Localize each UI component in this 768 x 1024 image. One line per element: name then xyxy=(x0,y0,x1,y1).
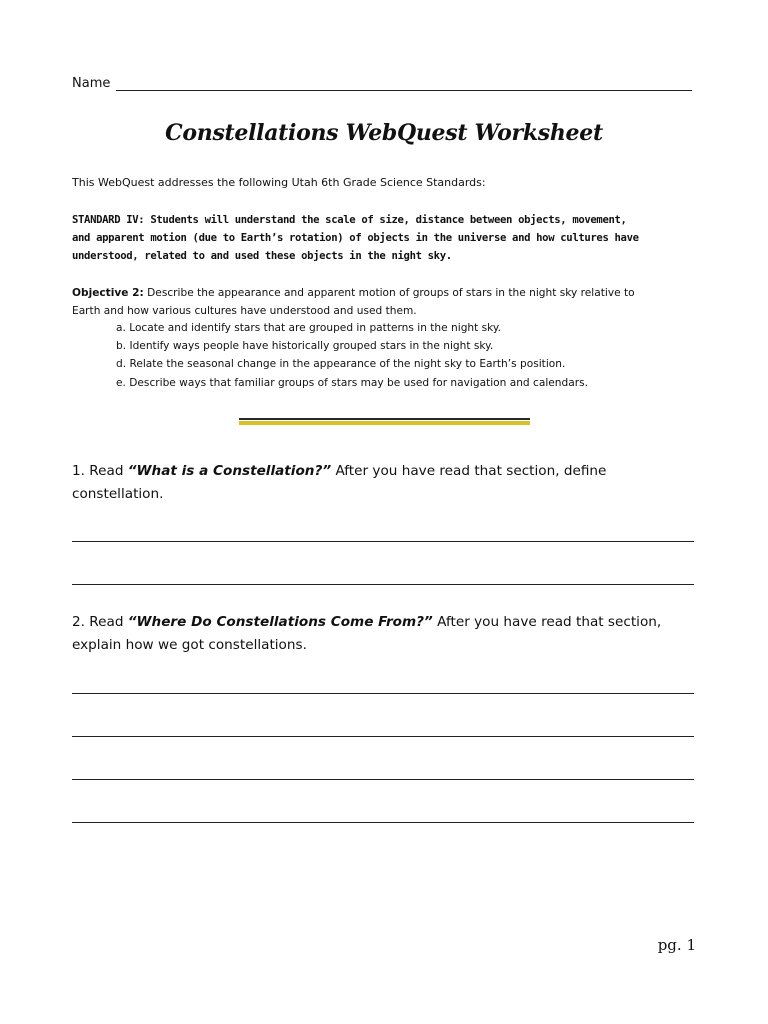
section-divider xyxy=(239,418,530,425)
name-field-row[interactable] xyxy=(72,76,692,91)
answer-line-q1-2[interactable] xyxy=(72,584,694,585)
answer-line-q2-4[interactable] xyxy=(72,822,694,823)
standard-line-3: understood, related to and used these objects in the night sky. xyxy=(72,250,452,262)
objective-line-1 xyxy=(72,284,696,302)
standard-line-2: and apparent motion (due to Earth’s rotation) of objects in the universe and how cultures have xyxy=(72,232,639,244)
standard-iv-block xyxy=(72,211,694,265)
question-2-section-title: “Where Do Constellations Come From?” xyxy=(127,614,433,630)
question-2 xyxy=(72,611,682,657)
question-2-text-2: explain how we got constellations. xyxy=(72,637,307,653)
answer-line-q2-2[interactable] xyxy=(72,736,694,737)
standard-line-1: STANDARD IV: Students will understand the scale of size, distance between objects, movement, xyxy=(72,214,627,226)
question-1-section-title: “What is a Constellation?” xyxy=(127,463,332,479)
question-2-text: After you have read that section, xyxy=(432,614,662,630)
answer-line-q1-1[interactable] xyxy=(72,541,694,542)
name-blank-line[interactable] xyxy=(116,79,692,91)
intro-text: This WebQuest addresses the following Utah 6th Grade Science Standards: xyxy=(72,176,486,189)
worksheet-title: Constellations WebQuest Worksheet xyxy=(165,120,603,146)
question-1-text: After you have read that section, define xyxy=(331,463,607,479)
question-1-prefix: 1. Read xyxy=(72,463,128,479)
question-1-text-2: constellation. xyxy=(72,486,164,502)
list-item: d. Relate the seasonal change in the appearance of the night sky to Earth’s position. xyxy=(116,358,566,371)
objective-text-1: Describe the appearance and apparent motion of groups of stars in the night sky relative to xyxy=(143,287,635,299)
page-number: pg. 1 xyxy=(657,936,696,954)
objective-label: Objective 2: xyxy=(72,287,144,299)
answer-line-q2-3[interactable] xyxy=(72,779,694,780)
question-2-prefix: 2. Read xyxy=(72,614,128,630)
list-item: e. Describe ways that familiar groups of stars may be used for navigation and calendars. xyxy=(116,376,588,389)
list-item: b. Identify ways people have historically grouped stars in the night sky. xyxy=(116,340,494,353)
question-1 xyxy=(72,460,682,506)
answer-line-q2-1[interactable] xyxy=(72,693,694,694)
objective-sub-list xyxy=(116,319,588,392)
list-item: a. Locate and identify stars that are grouped in patterns in the night sky. xyxy=(116,322,502,334)
objective-text-2: Earth and how various cultures have understood and used them. xyxy=(72,305,417,317)
name-label: Name xyxy=(72,76,111,91)
objective-2-block xyxy=(72,284,696,320)
